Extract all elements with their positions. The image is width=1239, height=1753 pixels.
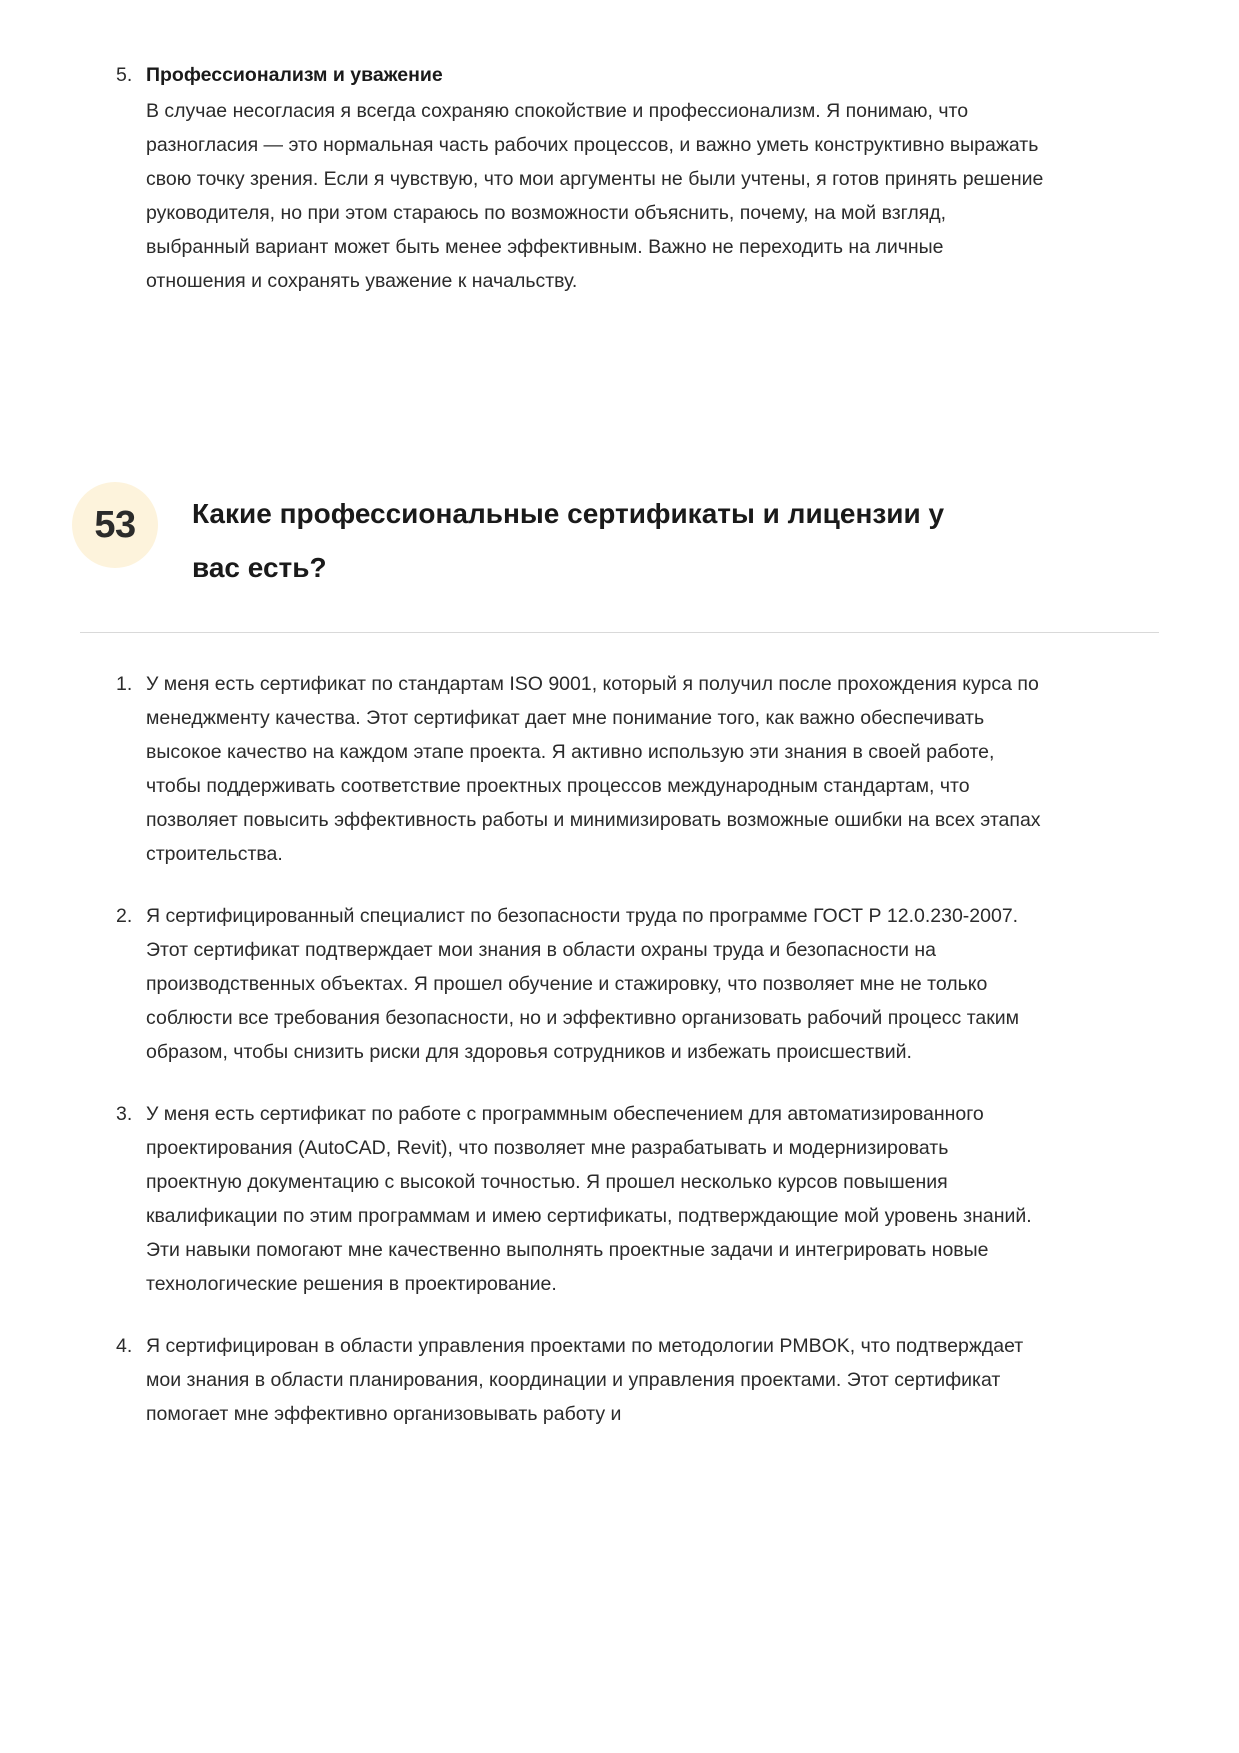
answer-text: Я сертифицированный специалист по безопасности труда по программе ГОСТ Р 12.0.230-2007. Этот сертификат подтверждает мои знания в области охраны труда и безопасности на производственных объектах. Я прошел обучение и стажировку, что позволяет мне не только соблюсти все требования безопасности, но и эффективно организовать рабочий процесс таким образом, чтобы снизить риски для здоровья сотрудников и избежать происшествий.: [146, 904, 1020, 1063]
previous-answer-body: [146, 58, 1046, 298]
answer-text: У меня есть сертификат по стандартам ISO 9001, который я получил после прохождения курса по менеджменту качества. Этот сертификат дает мне понимание того, как важно обеспечивать высокое качество на каждом этапе проекта. Я активно использую эти знания в своей работе, чтобы поддерживать соответствие проектных процессов международным стандартам, что позволяет повысить эффективность работы и минимизировать возможные ошибки на всех этапах строительства.: [146, 672, 1041, 865]
previous-answer-text: В случае несогласия я всегда сохраняю спокойствие и профессионализм. Я понимаю, что разногласия — это нормальная часть рабочих процессов, и важно уметь конструктивно выражать свою точку зрения. Если я чувствую, что мои аргументы не были учтены, я готов принять решение руководителя, но при этом стараюсь по возможности объяснить, почему, на мой взгляд, выбранный вариант может быть менее эффективным. Важно не переходить на личные отношения и сохранять уважение к начальству.: [146, 100, 1044, 292]
answer-text: У меня есть сертификат по работе с программным обеспечением для автоматизированного проектирования (AutoCAD, Revit), что позволяет мне разрабатывать и модернизировать проектную документацию с высокой точностью. Я прошел несколько курсов повышения квалификации по этим программам и имею сертификаты, подтверждающие мой уровень знаний. Эти навыки помогают мне качественно выполнять проектные задачи и интегрировать новые технологические решения в проектирование.: [146, 1102, 1032, 1295]
question-header: [80, 468, 1159, 633]
answers-list: [80, 667, 1159, 1431]
list-item: [116, 1097, 1159, 1301]
list-item: [116, 667, 1159, 871]
answer-marker: 3.: [116, 1102, 133, 1125]
previous-answer-title: Профессионализм и уважение: [146, 64, 443, 86]
question-number: 53: [94, 503, 136, 546]
previous-answer-item: [80, 58, 1159, 298]
question-title: Какие профессиональные сертификаты и лицензии у вас есть?: [192, 497, 945, 583]
list-item: [116, 1329, 1159, 1431]
previous-answer-marker: 5.: [116, 64, 133, 86]
answer-marker: 2.: [116, 904, 133, 927]
list-item: [116, 899, 1159, 1069]
answer-marker: 4.: [116, 1334, 133, 1357]
answer-text: Я сертифицирован в области управления проектами по методологии PMBOK, что подтверждает мои знания в области планирования, координации и управления проектами. Этот сертификат помогает мне эффективно организовывать работу и: [146, 1334, 1024, 1425]
answer-marker: 1.: [116, 672, 133, 695]
question-number-badge: [72, 482, 158, 568]
